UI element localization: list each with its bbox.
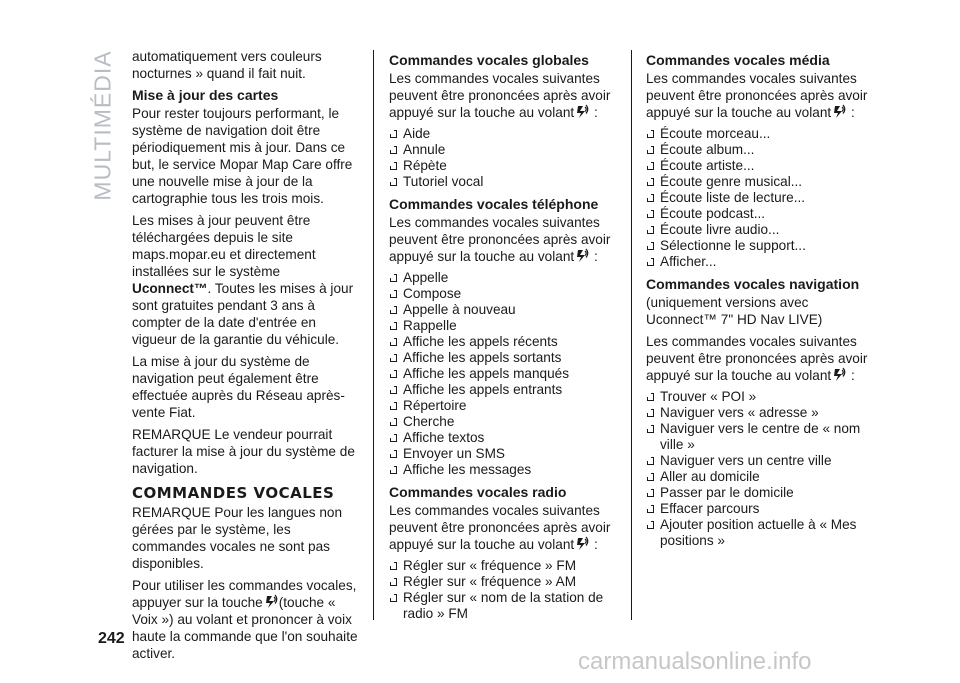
command-list-item-text: Cherche xyxy=(403,414,455,429)
paragraph-radio-text: Les commandes vocales suivantes peuvent être prononcées après avoir appuyé sur la touche au volant xyxy=(389,503,611,552)
colon: : xyxy=(593,105,598,120)
paragraph-update-3: La mise à jour du système de navigation peut également être effectuée auprès du Réseau après-vente Fiat. xyxy=(132,354,345,420)
command-list-item-text: Envoyer un SMS xyxy=(403,446,505,461)
checkbox-bullet-icon xyxy=(390,594,397,602)
command-list-item-text: Appelle à nouveau xyxy=(403,302,516,317)
command-list-item-text: Affiche les appels entrants xyxy=(403,382,563,397)
checkbox-bullet-icon xyxy=(647,425,654,433)
checkbox-bullet-icon xyxy=(647,162,654,170)
command-list-item xyxy=(646,501,878,517)
checkbox-bullet-icon xyxy=(390,562,397,570)
command-list-item-text: Rappelle xyxy=(403,318,457,333)
command-list-item-text: Écoute artiste... xyxy=(660,158,755,173)
command-list-item xyxy=(646,517,878,549)
command-list-item-text: Affiche textos xyxy=(403,430,485,445)
column-3 xyxy=(646,48,878,555)
paragraph-global-text: Les commandes vocales suivantes peuvent être prononcées après avoir appuyé sur la touche au volant xyxy=(389,71,611,120)
voice-command-icon xyxy=(832,367,846,383)
command-list-item-text: Écoute album... xyxy=(660,142,755,157)
command-list-item xyxy=(646,453,878,469)
command-list-item xyxy=(389,270,614,286)
checkbox-bullet-icon xyxy=(390,418,397,426)
checkbox-bullet-icon xyxy=(390,130,397,138)
command-list-item-text: Effacer parcours xyxy=(660,501,760,516)
command-list-item-text: Afficher... xyxy=(660,254,717,269)
paragraph-nav xyxy=(646,333,878,384)
checkbox-bullet-icon xyxy=(647,194,654,202)
command-list-item-text: Trouver « POI » xyxy=(660,389,757,404)
column-2 xyxy=(389,48,614,628)
command-list-item xyxy=(646,389,878,405)
command-list-item-text: Régler sur « fréquence » FM xyxy=(403,558,577,573)
checkbox-bullet-icon xyxy=(647,130,654,138)
voice-command-icon xyxy=(575,536,589,552)
checkbox-bullet-icon xyxy=(390,354,397,362)
checkbox-bullet-icon xyxy=(390,578,397,586)
command-list-item-text: Répertoire xyxy=(403,398,467,413)
checkbox-bullet-icon xyxy=(390,306,397,314)
paragraph-media-text: Les commandes vocales suivantes peuvent être prononcées après avoir appuyé sur la touche au volant xyxy=(646,71,868,120)
command-list-item-text: Naviguer vers « adresse » xyxy=(660,405,819,420)
page-number: 242 xyxy=(98,630,125,647)
checkbox-bullet-icon xyxy=(647,210,654,218)
colon: : xyxy=(850,105,855,120)
colon: : xyxy=(850,368,855,383)
heading-navigation-commands: Commandes vocales navigation xyxy=(646,276,860,292)
checkbox-bullet-icon xyxy=(647,457,654,465)
paragraph-update-2-b: . Toutes les mises à jour sont gratuites pendant 3 ans à compter de la date d'entrée en vigueur de la garantie du véhicule. xyxy=(132,281,354,347)
checkbox-bullet-icon xyxy=(390,466,397,474)
command-list-item xyxy=(646,254,878,270)
navigation-command-list xyxy=(646,389,878,549)
radio-command-list xyxy=(389,558,614,622)
command-list-item-text: Aide xyxy=(403,126,431,141)
command-list-item xyxy=(646,206,878,222)
command-list-item xyxy=(646,222,878,238)
checkbox-bullet-icon xyxy=(647,146,654,154)
command-list-item-text: Aller au domicile xyxy=(660,469,760,484)
command-list-item-text: Écoute morceau... xyxy=(660,126,771,141)
command-list-item xyxy=(646,238,878,254)
heading-map-update: Mise à jour des cartes xyxy=(132,87,279,103)
command-list-item xyxy=(389,142,614,158)
checkbox-bullet-icon xyxy=(390,146,397,154)
checkbox-bullet-icon xyxy=(390,178,397,186)
checkbox-bullet-icon xyxy=(647,521,654,529)
paragraph-phone-text: Les commandes vocales suivantes peuvent être prononcées après avoir appuyé sur la touche au volant xyxy=(389,215,611,264)
paragraph-intro: automatiquement vers couleurs nocturnes » quand il fait nuit. xyxy=(132,49,322,81)
command-list-item xyxy=(646,485,878,501)
command-list-item xyxy=(389,334,614,350)
command-list-item-text: Régler sur « fréquence » AM xyxy=(403,574,577,589)
command-list-item xyxy=(389,446,614,462)
command-list-item-text: Écoute podcast... xyxy=(660,206,766,221)
command-list-item-text: Naviguer vers le centre de « nom ville » xyxy=(660,421,861,452)
command-list-item-text: Écoute liste de lecture... xyxy=(660,190,806,205)
voice-command-icon xyxy=(264,594,278,610)
command-list-item-text: Compose xyxy=(403,286,462,301)
command-list-item xyxy=(389,350,614,366)
checkbox-bullet-icon xyxy=(390,370,397,378)
checkbox-bullet-icon xyxy=(390,290,397,298)
heading-phone-commands: Commandes vocales téléphone xyxy=(389,196,599,212)
checkbox-bullet-icon xyxy=(647,258,654,266)
command-list-item xyxy=(389,318,614,334)
column-divider-1 xyxy=(373,50,374,620)
heading-radio-commands: Commandes vocales radio xyxy=(389,484,567,500)
media-command-list xyxy=(646,126,878,270)
command-list-item-text: Tutoriel vocal xyxy=(403,174,484,189)
checkbox-bullet-icon xyxy=(390,386,397,394)
command-list-item xyxy=(646,126,878,142)
command-list-item-text: Passer par le domicile xyxy=(660,485,794,500)
paragraph-update-4: REMARQUE Le vendeur pourrait facturer la mise à jour du système de navigation. xyxy=(132,427,355,476)
paragraph-global xyxy=(389,70,614,121)
command-list-item xyxy=(389,574,614,590)
heading-global-commands: Commandes vocales globales xyxy=(389,52,589,68)
checkbox-bullet-icon xyxy=(647,505,654,513)
checkbox-bullet-icon xyxy=(647,489,654,497)
voice-command-icon xyxy=(575,104,589,120)
column-1 xyxy=(132,48,360,667)
paragraph-media xyxy=(646,70,878,121)
command-list-item xyxy=(646,405,878,421)
command-list-item xyxy=(389,590,614,622)
command-list-item-text: Naviguer vers un centre ville xyxy=(660,453,832,468)
checkbox-bullet-icon xyxy=(647,178,654,186)
phone-command-list xyxy=(389,270,614,478)
command-list-item xyxy=(646,421,878,453)
checkbox-bullet-icon xyxy=(390,338,397,346)
heading-voice-commands: COMMANDES VOCALES xyxy=(132,484,335,502)
paragraph-voice-2-a: Pour utiliser les commandes vocales, appuyer sur la touche xyxy=(132,578,357,610)
command-list-item xyxy=(389,366,614,382)
heading-media-commands: Commandes vocales média xyxy=(646,52,830,68)
checkbox-bullet-icon xyxy=(647,226,654,234)
command-list-item xyxy=(389,398,614,414)
command-list-item-text: Annule xyxy=(403,142,446,157)
paragraph-nav-note: (uniquement versions avec Uconnect™ 7" HD Nav LIVE) xyxy=(646,295,823,327)
command-list-item xyxy=(646,469,878,485)
command-list-item xyxy=(389,382,614,398)
paragraph-update-1: Pour rester toujours performant, le système de navigation doit être périodiquement mis à jour. Dans ce but, le service Mopar Map Care offre une nouvelle mise à jour de la cartographie tous les trois mois. xyxy=(132,106,353,206)
voice-command-icon xyxy=(832,104,846,120)
colon: : xyxy=(593,537,598,552)
paragraph-voice-1: REMARQUE Pour les langues non gérées par le système, les commandes vocales ne sont pas disponibles. xyxy=(132,505,343,571)
checkbox-bullet-icon xyxy=(390,162,397,170)
command-list-item-text: Affiche les appels récents xyxy=(403,334,558,349)
command-list-item-text: Affiche les appels manqués xyxy=(403,366,569,381)
global-command-list xyxy=(389,126,614,190)
command-list-item xyxy=(389,462,614,478)
command-list-item-text: Ajouter position actuelle à « Mes positions » xyxy=(660,517,857,548)
command-list-item xyxy=(646,158,878,174)
paragraph-radio xyxy=(389,502,614,553)
checkbox-bullet-icon xyxy=(390,434,397,442)
command-list-item-text: Régler sur « nom de la station de radio » FM xyxy=(403,590,604,621)
paragraph-phone xyxy=(389,214,614,265)
watermark: carmanualsonline.info xyxy=(578,648,812,675)
command-list-item xyxy=(389,414,614,430)
command-list-item xyxy=(389,126,614,142)
command-list-item xyxy=(389,174,614,190)
checkbox-bullet-icon xyxy=(390,450,397,458)
command-list-item-text: Écoute genre musical... xyxy=(660,174,803,189)
command-list-item-text: Écoute livre audio... xyxy=(660,222,780,237)
checkbox-bullet-icon xyxy=(390,402,397,410)
checkbox-bullet-icon xyxy=(647,473,654,481)
command-list-item xyxy=(646,142,878,158)
checkbox-bullet-icon xyxy=(647,409,654,417)
column-divider-2 xyxy=(631,50,632,620)
command-list-item-text: Appelle xyxy=(403,270,449,285)
paragraph-voice-2 xyxy=(132,577,360,662)
command-list-item xyxy=(389,430,614,446)
command-list-item xyxy=(646,190,878,206)
voice-command-icon xyxy=(575,248,589,264)
command-list-item xyxy=(389,302,614,318)
checkbox-bullet-icon xyxy=(390,322,397,330)
checkbox-bullet-icon xyxy=(647,242,654,250)
paragraph-update-2 xyxy=(132,212,360,348)
paragraph-voice-2-b: (touche « Voix ») au volant et prononcer à voix haute la commande que l'on souhaite activer. xyxy=(132,595,358,661)
command-list-item xyxy=(389,286,614,302)
command-list-item-text: Sélectionne le support... xyxy=(660,238,806,253)
section-side-label-text: MULTIMÉDIA xyxy=(89,49,116,201)
command-list-item-text: Affiche les messages xyxy=(403,462,532,477)
checkbox-bullet-icon xyxy=(647,393,654,401)
command-list-item-text: Répète xyxy=(403,158,447,173)
uconnect-brand: Uconnect™ xyxy=(132,281,208,296)
command-list-item xyxy=(646,174,878,190)
command-list-item-text: Affiche les appels sortants xyxy=(403,350,562,365)
paragraph-update-2-a: Les mises à jour peuvent être téléchargées depuis le site maps.mopar.eu et directement installées sur le système xyxy=(132,213,316,279)
command-list-item xyxy=(389,558,614,574)
paragraph-nav-text: Les commandes vocales suivantes peuvent être prononcées après avoir appuyé sur la touche au volant xyxy=(646,334,868,383)
section-side-label xyxy=(86,50,120,200)
colon: : xyxy=(593,249,598,264)
checkbox-bullet-icon xyxy=(390,274,397,282)
command-list-item xyxy=(389,158,614,174)
